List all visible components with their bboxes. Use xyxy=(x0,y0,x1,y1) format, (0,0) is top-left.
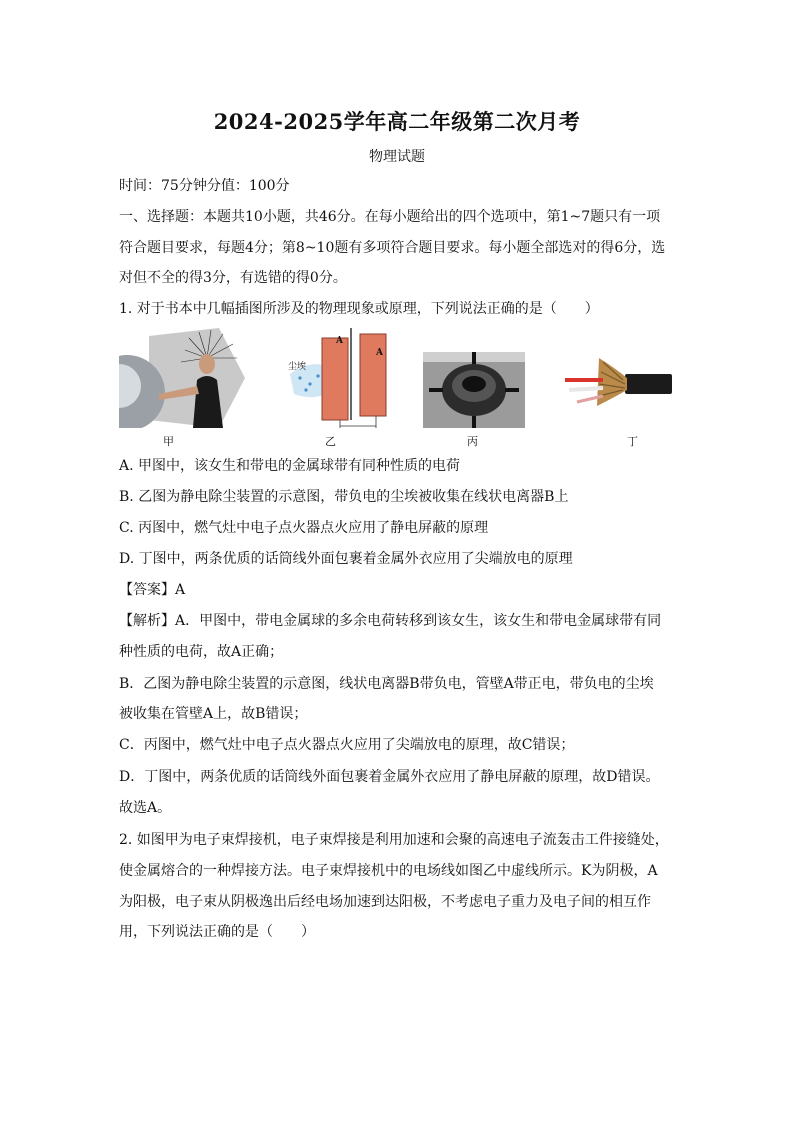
figure-jia-caption: 甲 xyxy=(163,435,174,448)
explanation-line: 种性质的电荷，故A正确； xyxy=(119,644,284,660)
explanation-line: 被收集在管壁A上，故B错误； xyxy=(119,706,308,722)
figure-yi-plate-label: A xyxy=(336,336,343,346)
question-2-stem: 为阳极，电子束从阴极逸出后经电场加速到达阳极，不考虑电子重力及电子间的相互作 xyxy=(119,894,651,910)
question-2-stem: 用，下列说法正确的是（ ） xyxy=(119,924,315,940)
explanation-line: 【解析】A．甲图中，带电金属球的多余电荷转移到该女生，该女生和带电金属球带有同 xyxy=(119,613,662,629)
explanation-line: D．丁图中，两条优质的话筒线外面包裹着金属外衣应用了静电屏蔽的原理，故D错误。 xyxy=(119,769,660,785)
question-1-stem: 1. 对于书本中几幅插图所涉及的物理现象或原理，下列说法正确的是（ ） xyxy=(119,301,599,317)
option-c: C. 丙图中，燃气灶中电子点火器点火应用了静电屏蔽的原理 xyxy=(119,520,489,536)
figure-yi-plate-label: A xyxy=(376,348,383,358)
explanation-line: 故选A。 xyxy=(119,800,172,816)
exam-info-line: 时间：75分钟分值：100分 xyxy=(119,178,290,194)
figure-yi-caption: 乙 xyxy=(325,435,336,448)
section-instructions-line: 对但不全的得3分，有选错的得0分。 xyxy=(119,270,347,286)
page-subtitle: 物理试题 xyxy=(369,149,425,165)
section-instructions-line: 符合题目要求，每题4分；第8~10题有多项符合题目要求。每小题全部选对的得6分，选 xyxy=(119,240,666,256)
option-a: A. 甲图中，该女生和带电的金属球带有同种性质的电荷 xyxy=(119,458,461,474)
option-d: D. 丁图中，两条优质的话筒线外面包裹着金属外衣应用了尖端放电的原理 xyxy=(119,551,573,567)
figure-bing xyxy=(423,328,525,428)
section-instructions-line: 一、选择题：本题共10小题，共46分。在每小题给出的四个选项中，第1~7题只有一项 xyxy=(119,209,661,225)
option-b: B. 乙图为静电除尘装置的示意图，带负电的尘埃被收集在线状电离器B上 xyxy=(119,489,569,505)
figure-ding xyxy=(563,328,672,428)
answer-line: 【答案】A xyxy=(119,582,186,598)
figure-ding-caption: 丁 xyxy=(627,435,638,448)
explanation-line: C．丙图中，燃气灶中电子点火器点火应用了尖端放电的原理，故C错误； xyxy=(119,737,575,753)
page-title: 2024-2025学年高二年级第二次月考 xyxy=(213,109,581,134)
figure-jia xyxy=(119,328,245,428)
explanation-line: B．乙图为静电除尘装置的示意图，线状电离器B带负电，管壁A带正电，带负电的尘埃 xyxy=(119,676,654,692)
question-2-stem: 使金属熔合的一种焊接方法。电子束焊接机中的电场线如图乙中虚线所示。K为阴极，A xyxy=(119,863,658,879)
figure-bing-caption: 丙 xyxy=(467,435,478,448)
question-2-stem: 2. 如图甲为电子束焊接机，电子束焊接是利用加速和会聚的高速电子流轰击工件接缝处， xyxy=(119,832,669,848)
figure-yi-dust-label: 尘埃 xyxy=(288,362,307,372)
